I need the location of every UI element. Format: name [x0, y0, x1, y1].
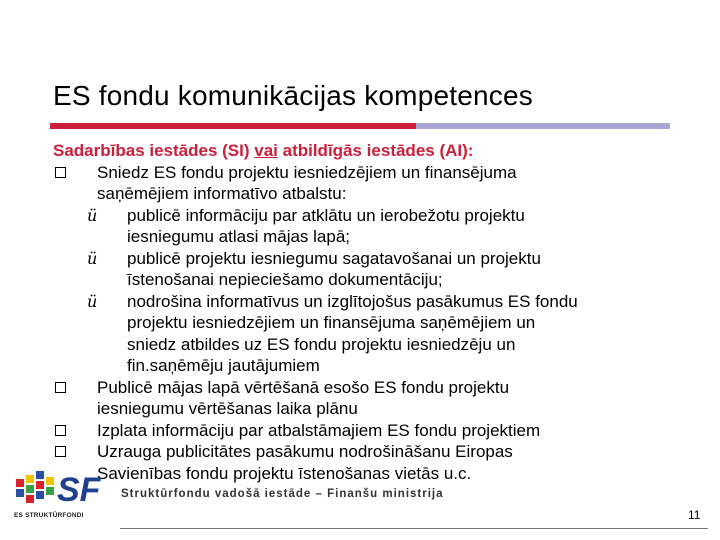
bullet-text: iesniegumu vērtēšanas laika plānu — [97, 399, 358, 418]
checkmark-icon: ü — [87, 205, 98, 225]
heading-underlined: vai — [254, 141, 278, 160]
sub-bullet-item — [53, 205, 693, 248]
heading-part2: atbildīgās iestādes (AI): — [277, 141, 474, 160]
sub-bullet-text: iesniegumu atlasi mājas lapā; — [127, 227, 351, 246]
bullet-text: Savienības fondu projektu īstenošanas vietās u.c. — [97, 463, 472, 483]
sub-bullet-text: publicē projektu iesniegumu sagatavošanai un projektu — [127, 248, 541, 268]
footer-text: Struktūrfondu vadošā iestāde – Finanšu ministrija — [121, 488, 444, 500]
sub-bullet-text: sniedz atbildes uz ES fondu projektu iesniedzēju un — [127, 334, 516, 354]
sub-bullet-text: publicē informāciju par atklātu un ierobežotu projektu — [127, 205, 525, 225]
page-number: 11 — [688, 508, 701, 522]
bullet-text: Izplata informāciju par atbalstāmajiem ES fondu projektiem — [97, 420, 541, 440]
bullet-item — [53, 377, 693, 420]
bullet-item — [53, 162, 693, 205]
title-rule-lavender — [416, 123, 670, 129]
logo-caption: ES STRUKTŪRFONDI — [14, 512, 84, 519]
sub-bullet-text: īstenošanai nepieciešamo dokumentāciju; — [127, 270, 443, 289]
bullet-text: Publicē mājas lapā vērtēšanā esošo ES fondu projektu — [97, 377, 510, 397]
sub-bullet-item — [53, 248, 693, 291]
bullet-text: Uzrauga publicitātes pasākumu nodrošināšanu Eiropas — [97, 442, 513, 461]
sub-bullet-item — [53, 291, 693, 377]
square-bullet-icon — [55, 167, 66, 178]
slide-title: ES fondu komunikācijas kompetences — [53, 80, 533, 111]
bullet-item — [53, 441, 693, 484]
slide-content — [53, 140, 693, 484]
section-heading — [53, 140, 693, 162]
logo-letters: SF — [57, 471, 101, 509]
bullet-text: saņēmējiem informatīvo atbalstu: — [97, 184, 347, 203]
square-bullet-icon — [55, 382, 66, 393]
bullet-item — [53, 420, 693, 442]
sub-bullet-text: projektu iesniedzējiem un finansējuma saņēmējiem un — [127, 313, 536, 332]
checkmark-icon: ü — [87, 291, 98, 311]
bullet-text: Sniedz ES fondu projektu iesniedzējiem un finansējuma — [97, 162, 517, 182]
title-rule-red — [50, 123, 416, 129]
square-bullet-icon — [55, 425, 66, 436]
footer-divider — [120, 528, 708, 529]
logo-mosaic-icon — [16, 471, 54, 503]
checkmark-icon: ü — [87, 248, 98, 268]
heading-part1: Sadarbības iestādes (SI) — [53, 141, 255, 160]
sub-bullet-text: nodrošina informatīvus un izglītojošus pasākumus ES fondu — [127, 291, 578, 311]
sub-bullet-text: fin.saņēmēju jautājumiem — [127, 356, 320, 375]
